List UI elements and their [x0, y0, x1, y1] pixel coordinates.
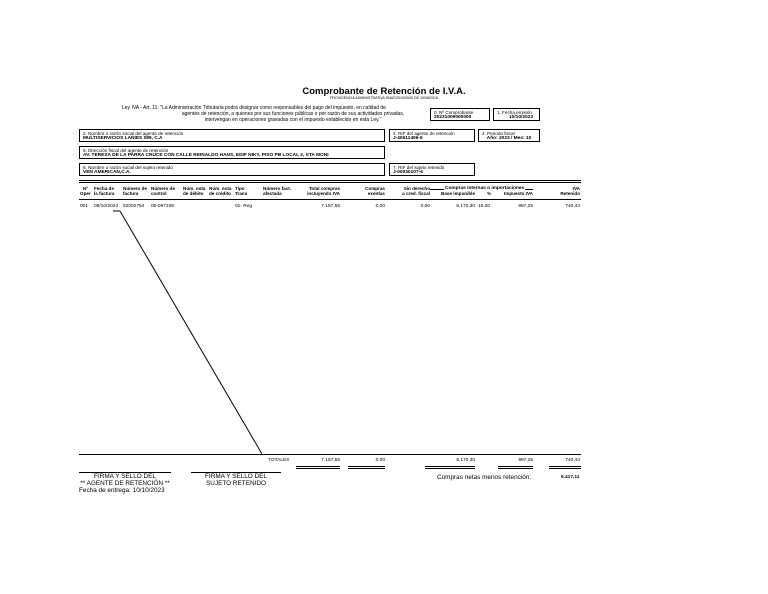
col-control-l2: control: [151, 191, 167, 197]
totals-under-base-1: [425, 466, 475, 467]
sujeto-rif-label: 7. RIF del sujeto retenido: [393, 165, 445, 170]
comprobante-value: 20231009000000: [434, 115, 472, 120]
col-exentas-l2: exentas: [367, 191, 385, 197]
row-fecha: 09/10/2023: [94, 204, 119, 209]
agente-nombre-value: MULTISERVICIOS LANIES 089, C.A: [83, 136, 163, 141]
col-factura-l2: factura: [123, 191, 139, 197]
totals-retenido: 740,44: [565, 458, 580, 463]
diagonal-line: [120, 211, 262, 454]
col-total-l1: Total compras: [308, 186, 340, 191]
totals-under-total-2: [296, 468, 340, 469]
row-impuesto: 987,25: [518, 204, 533, 209]
row-nro-oper: 001: [80, 204, 89, 209]
col-nota-credito-l1: Núm. nota: [209, 186, 232, 191]
agente-rif-value: J-40611406-6: [393, 136, 423, 141]
col-control-l1: Número de: [151, 186, 175, 191]
agente-rif-label: 3. RIF del agente de retención: [393, 131, 455, 136]
col-sin-derecho-l1: Sin derecho: [403, 186, 430, 191]
col-exentas-l1: Compras: [365, 186, 385, 191]
col-afectada-l2: afectada: [263, 191, 282, 197]
totals-under-retenido-1: [549, 466, 581, 467]
totals-under-impuesto-2: [498, 468, 533, 469]
fecha-entrega: Fecha de entrega: 10/10/2023: [79, 487, 165, 494]
totals-exentas: 0,00: [375, 458, 385, 463]
totals-base: 6.170,30: [456, 458, 475, 463]
comprobante-label: 0. Nº Comprobante: [434, 110, 474, 115]
col-nota-debito-l2: de débito: [183, 191, 204, 197]
fecha-emision-label: 1. Fecha emisión: [497, 110, 532, 115]
sujeto-rif-value: J-00030107-6: [393, 170, 423, 175]
sujeto-nombre-label: 6. Nombre o razón social del sujeto retenido: [83, 165, 173, 170]
col-factura-l1: Número de: [123, 186, 147, 191]
firma-agente-l1: FIRMA Y SELLO DEL: [94, 473, 156, 480]
row-tipo: 01- Reg: [235, 204, 253, 209]
row-factura: 52002754: [123, 204, 145, 209]
row-base: 6.170,30: [456, 204, 475, 209]
col-total-l2: incluyendo IVA: [307, 191, 340, 197]
col-afectada-l1: Número fact.: [263, 186, 292, 191]
col-nota-debito-l1: Núm. nota: [183, 186, 206, 191]
col-nota-credito-l2: de crédito: [209, 191, 231, 197]
totals-label: TOTALES: [268, 458, 290, 463]
agente-direccion-label: 5. Dirección fiscal del agente de retención: [83, 148, 169, 153]
row-exentas: 0,00: [375, 204, 385, 209]
row-retenido: 740,44: [565, 204, 580, 209]
periodo-label: 4. Periodo fiscal: [482, 131, 515, 136]
agente-direccion-value: AV. TERESA DE LA PARRA CRUCE CON CALLE REINALDO HANS, EDIF NIKY, PISO PB LOCAL 2, STA MONI: [83, 153, 329, 158]
firma-agente-l2: ** AGENTE DE RETENCIÓN **: [80, 479, 170, 487]
totals-under-exentas-1: [348, 466, 385, 467]
col-impuesto-l1: Impuesto IVA: [503, 191, 533, 196]
totals-under-retenido-2: [549, 468, 581, 469]
totals-under-impuesto-1: [498, 466, 533, 467]
fecha-emision-value: 10/10/2023: [509, 115, 534, 120]
providencia-subtitle: PROVIDENCIA ADMINISTRATIVA SNAT/2015/0049 DE 10/08/2015: [329, 96, 439, 100]
totals-total: 7.157,55: [321, 458, 340, 463]
totals-under-exentas-2: [348, 468, 385, 469]
sujeto-nombre-value: VEN AMERICAN,C.A.: [83, 170, 131, 175]
firma-sujeto-l1: FIRMA Y SELLO DEL: [205, 473, 267, 480]
col-fecha-l2: la factura: [94, 191, 115, 197]
col-fecha-l1: Fecha de: [94, 186, 114, 191]
col-tipo-l2: Trans: [235, 191, 248, 197]
firma-sujeto-l2: SUJETO RETENIDO: [206, 479, 266, 487]
col-nro-oper-l2: Oper: [80, 191, 91, 197]
col-tipo-l1: Tipo: [235, 186, 245, 191]
totals-under-total-1: [296, 466, 340, 467]
totals-impuesto: 987,25: [518, 458, 533, 463]
agente-nombre-label: 2. Nombre o razón social del agente de retención: [83, 131, 184, 136]
periodo-value: Año: 2023 / Mes: 10: [486, 136, 532, 141]
row-sin-derecho: 0,00: [420, 204, 430, 209]
col-sin-derecho-l2: a cred. fiscal: [402, 191, 430, 197]
document-title: Comprobante de Retención de I.V.A.: [302, 86, 466, 97]
firma-agente: [73, 474, 177, 487]
row-total: 7.157,55: [321, 204, 340, 209]
ley-line-3: intervengan en operaciones gravadas con el impuesto establecido en esta Ley.": [204, 116, 382, 123]
col-retenido-l2: Retenido: [560, 191, 580, 197]
row-control: 00-097109: [151, 204, 174, 209]
col-pct-l1: %: [487, 191, 492, 196]
col-nro-oper-l1: Nº: [82, 186, 88, 191]
ley-line-2: agentes de retención, a quienes por sus funciones públicas o por razón de sus actividades privadas,: [181, 110, 405, 117]
col-retenido-l1: IVA: [572, 186, 580, 191]
compras-netas-value: 6.417,11: [561, 475, 580, 480]
compras-internas-label: Compras internas o importaciones: [445, 186, 525, 191]
compras-netas-label: Compras netas menos retención:: [437, 474, 532, 481]
col-base-l1: Base imponible: [441, 191, 475, 196]
row-pct: 16.00: [478, 204, 491, 209]
ley-line-1: Ley IVA - Art. 11: "La Administración Tributaria podrá designar como responsables del pago del impuesto, en calidad de: [122, 105, 386, 111]
firma-sujeto: [186, 474, 286, 487]
totals-under-base-2: [425, 468, 475, 469]
totals-top-rule: [79, 454, 581, 455]
